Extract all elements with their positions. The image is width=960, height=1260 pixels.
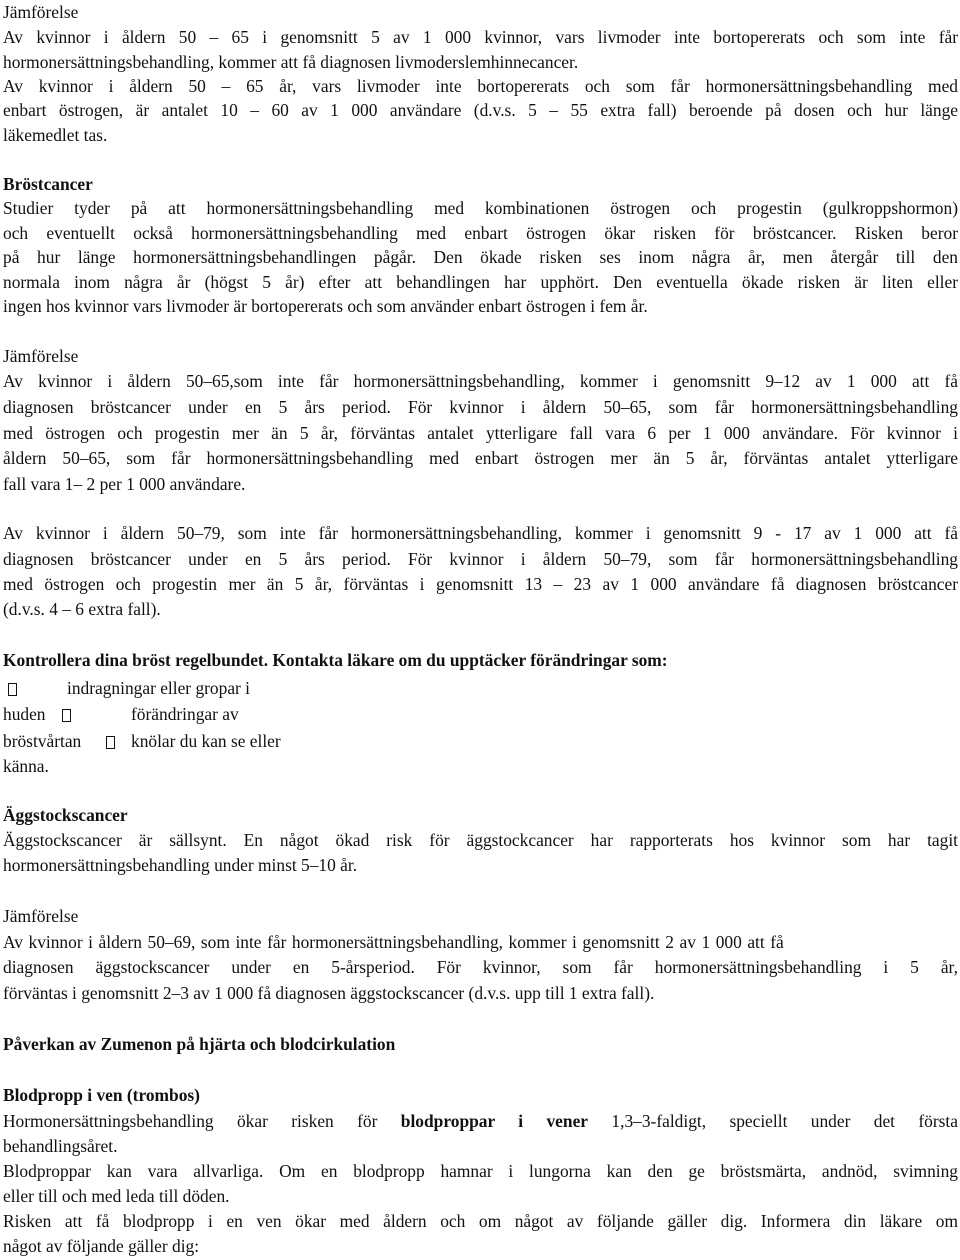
body-text-line: och eventuellt också hormonersättningsbehandling med enbart östrogen ökar risken för bröstcancer. Risken beror xyxy=(3,223,958,243)
body-text-line: diagnosen äggstockscancer under en 5-årsperiod. För kvinnor, som får hormonersättningsbehandling i 5 år, xyxy=(3,957,958,977)
subsection-heading-venous-thrombosis: Blodpropp i ven (trombos) xyxy=(3,1085,200,1105)
checkbox-icon xyxy=(62,709,71,722)
body-text-line: enbart östrogen, är antalet 10 – 60 av 1 000 användare (d.v.s. 5 – 55 extra fall) beroende på dosen och hur länge xyxy=(3,100,958,120)
body-text-line: Risken att få blodpropp i en ven ökar med åldern och om något av följande gäller dig. Informera din läkare om xyxy=(3,1211,958,1231)
body-text-line: hormonersättningsbehandling under minst 5–10 år. xyxy=(3,855,358,875)
body-text-line: Av kvinnor i åldern 50 – 65 i genomsnitt 5 av 1 000 kvinnor, vars livmoder inte bortopererats och som inte får xyxy=(3,27,958,47)
section-heading-heart-circulation: Påverkan av Zumenon på hjärta och blodcirkulation xyxy=(3,1034,396,1054)
symptom-item: känna. xyxy=(3,756,49,776)
body-text-line: diagnosen bröstcancer under en 5 års period. För kvinnor i åldern 50–79, som får hormonersättningsbehandling xyxy=(3,549,958,569)
body-text-line: (d.v.s. 4 – 6 extra fall). xyxy=(3,599,161,619)
body-text-line: läkemedlet tas. xyxy=(3,125,108,145)
symptom-item: knölar du kan se eller xyxy=(131,731,281,751)
body-text-line: behandlingsåret. xyxy=(3,1136,118,1156)
body-text-line: Blodproppar kan vara allvarliga. Om en blodpropp hamnar i lungorna kan den ge bröstsmärta, andnöd, svimning xyxy=(3,1161,958,1181)
checkbox-icon xyxy=(8,683,17,696)
comparison-label: Jämförelse xyxy=(3,906,79,926)
body-text-line: förväntas i genomsnitt 2–3 av 1 000 få diagnosen äggstockscancer (d.v.s. upp till 1 extra fall). xyxy=(3,983,655,1003)
body-text-line: med östrogen och progestin mer än 5 år, förväntas antalet ytterligare fall vara 6 per 1 000 användare. För kvinnor i xyxy=(3,423,958,443)
section-heading-ovarian-cancer: Äggstockscancer xyxy=(3,805,128,825)
body-text-line: något av följande gäller dig: xyxy=(3,1236,200,1256)
text-run: 1,3–3-faldigt, speciellt under det första xyxy=(611,1111,958,1131)
comparison-label: Jämförelse xyxy=(3,346,79,366)
body-text-line: Studier tyder på att hormonersättningsbehandling med kombinationen östrogen och progestin (gulkroppshormon) xyxy=(3,198,958,218)
body-text-line: normala inom några år (högst 5 år) efter att behandlingen har upphört. Den eventuella ökade risken är liten eller xyxy=(3,272,958,292)
body-text-line: diagnosen bröstcancer under en 5 års period. För kvinnor i åldern 50–65, som får hormonersättningsbehandling xyxy=(3,397,958,417)
section-heading-breast-cancer: Bröstcancer xyxy=(3,174,93,194)
symptom-item: huden xyxy=(3,704,46,724)
emphasis-blood-clots: blodproppar i vener xyxy=(400,1111,589,1131)
body-text-line: med östrogen och progestin mer än 5 år, förväntas i genomsnitt 13 – 23 av 1 000 användare få diagnosen bröstcancer xyxy=(3,574,958,594)
checkbox-icon xyxy=(106,736,115,749)
body-text-line: Av kvinnor i åldern 50 – 65 år, vars livmoder inte bortopererats och som får hormonersättningsbehandling med xyxy=(3,76,958,96)
body-text-line xyxy=(3,1109,958,1135)
text-run: Hormonersättningsbehandling ökar risken för xyxy=(3,1111,378,1131)
symptom-item: indragningar eller gropar i xyxy=(67,678,251,698)
self-check-heading: Kontrollera dina bröst regelbundet. Kontakta läkare om du upptäcker förändringar som: xyxy=(3,650,668,670)
body-text-line: hormonersättningsbehandling, kommer att få diagnosen livmoderslemhinnecancer. xyxy=(3,52,579,72)
body-text-line: Äggstockscancer är sällsynt. En något ökad risk för äggstockcancer har rapporterats hos kvinnor som har tagit xyxy=(3,830,958,850)
body-text-line: Av kvinnor i åldern 50–65,som inte får hormonersättningsbehandling, kommer i genomsnitt 9–12 av 1 000 att få xyxy=(3,371,958,391)
comparison-label: Jämförelse xyxy=(3,2,79,22)
body-text-line: eller till och med leda till döden. xyxy=(3,1186,230,1206)
body-text-line: Av kvinnor i åldern 50–69, som inte får hormonersättningsbehandling, kommer i genomsnitt 2 av 1 000 att få xyxy=(3,932,784,952)
body-text-line: ingen hos kvinnor vars livmoder är bortopererats och som använder enbart östrogen i fem år. xyxy=(3,296,648,316)
body-text-line: Av kvinnor i åldern 50–79, som inte får hormonersättningsbehandling, kommer i genomsnitt 9 - 17 av 1 000 att få xyxy=(3,523,958,543)
symptom-item: förändringar av xyxy=(131,704,239,724)
body-text-line: fall vara 1– 2 per 1 000 användare. xyxy=(3,474,246,494)
symptom-item: bröstvårtan xyxy=(3,731,82,751)
body-text-line: åldern 50–65, som får hormonersättningsbehandling med enbart östrogen mer än 5 år, förväntas antalet ytterligare xyxy=(3,448,958,468)
body-text-line: på hur länge hormonersättningsbehandlingen pågår. Den ökade risken ses inom några år, men återgår till den xyxy=(3,247,958,267)
